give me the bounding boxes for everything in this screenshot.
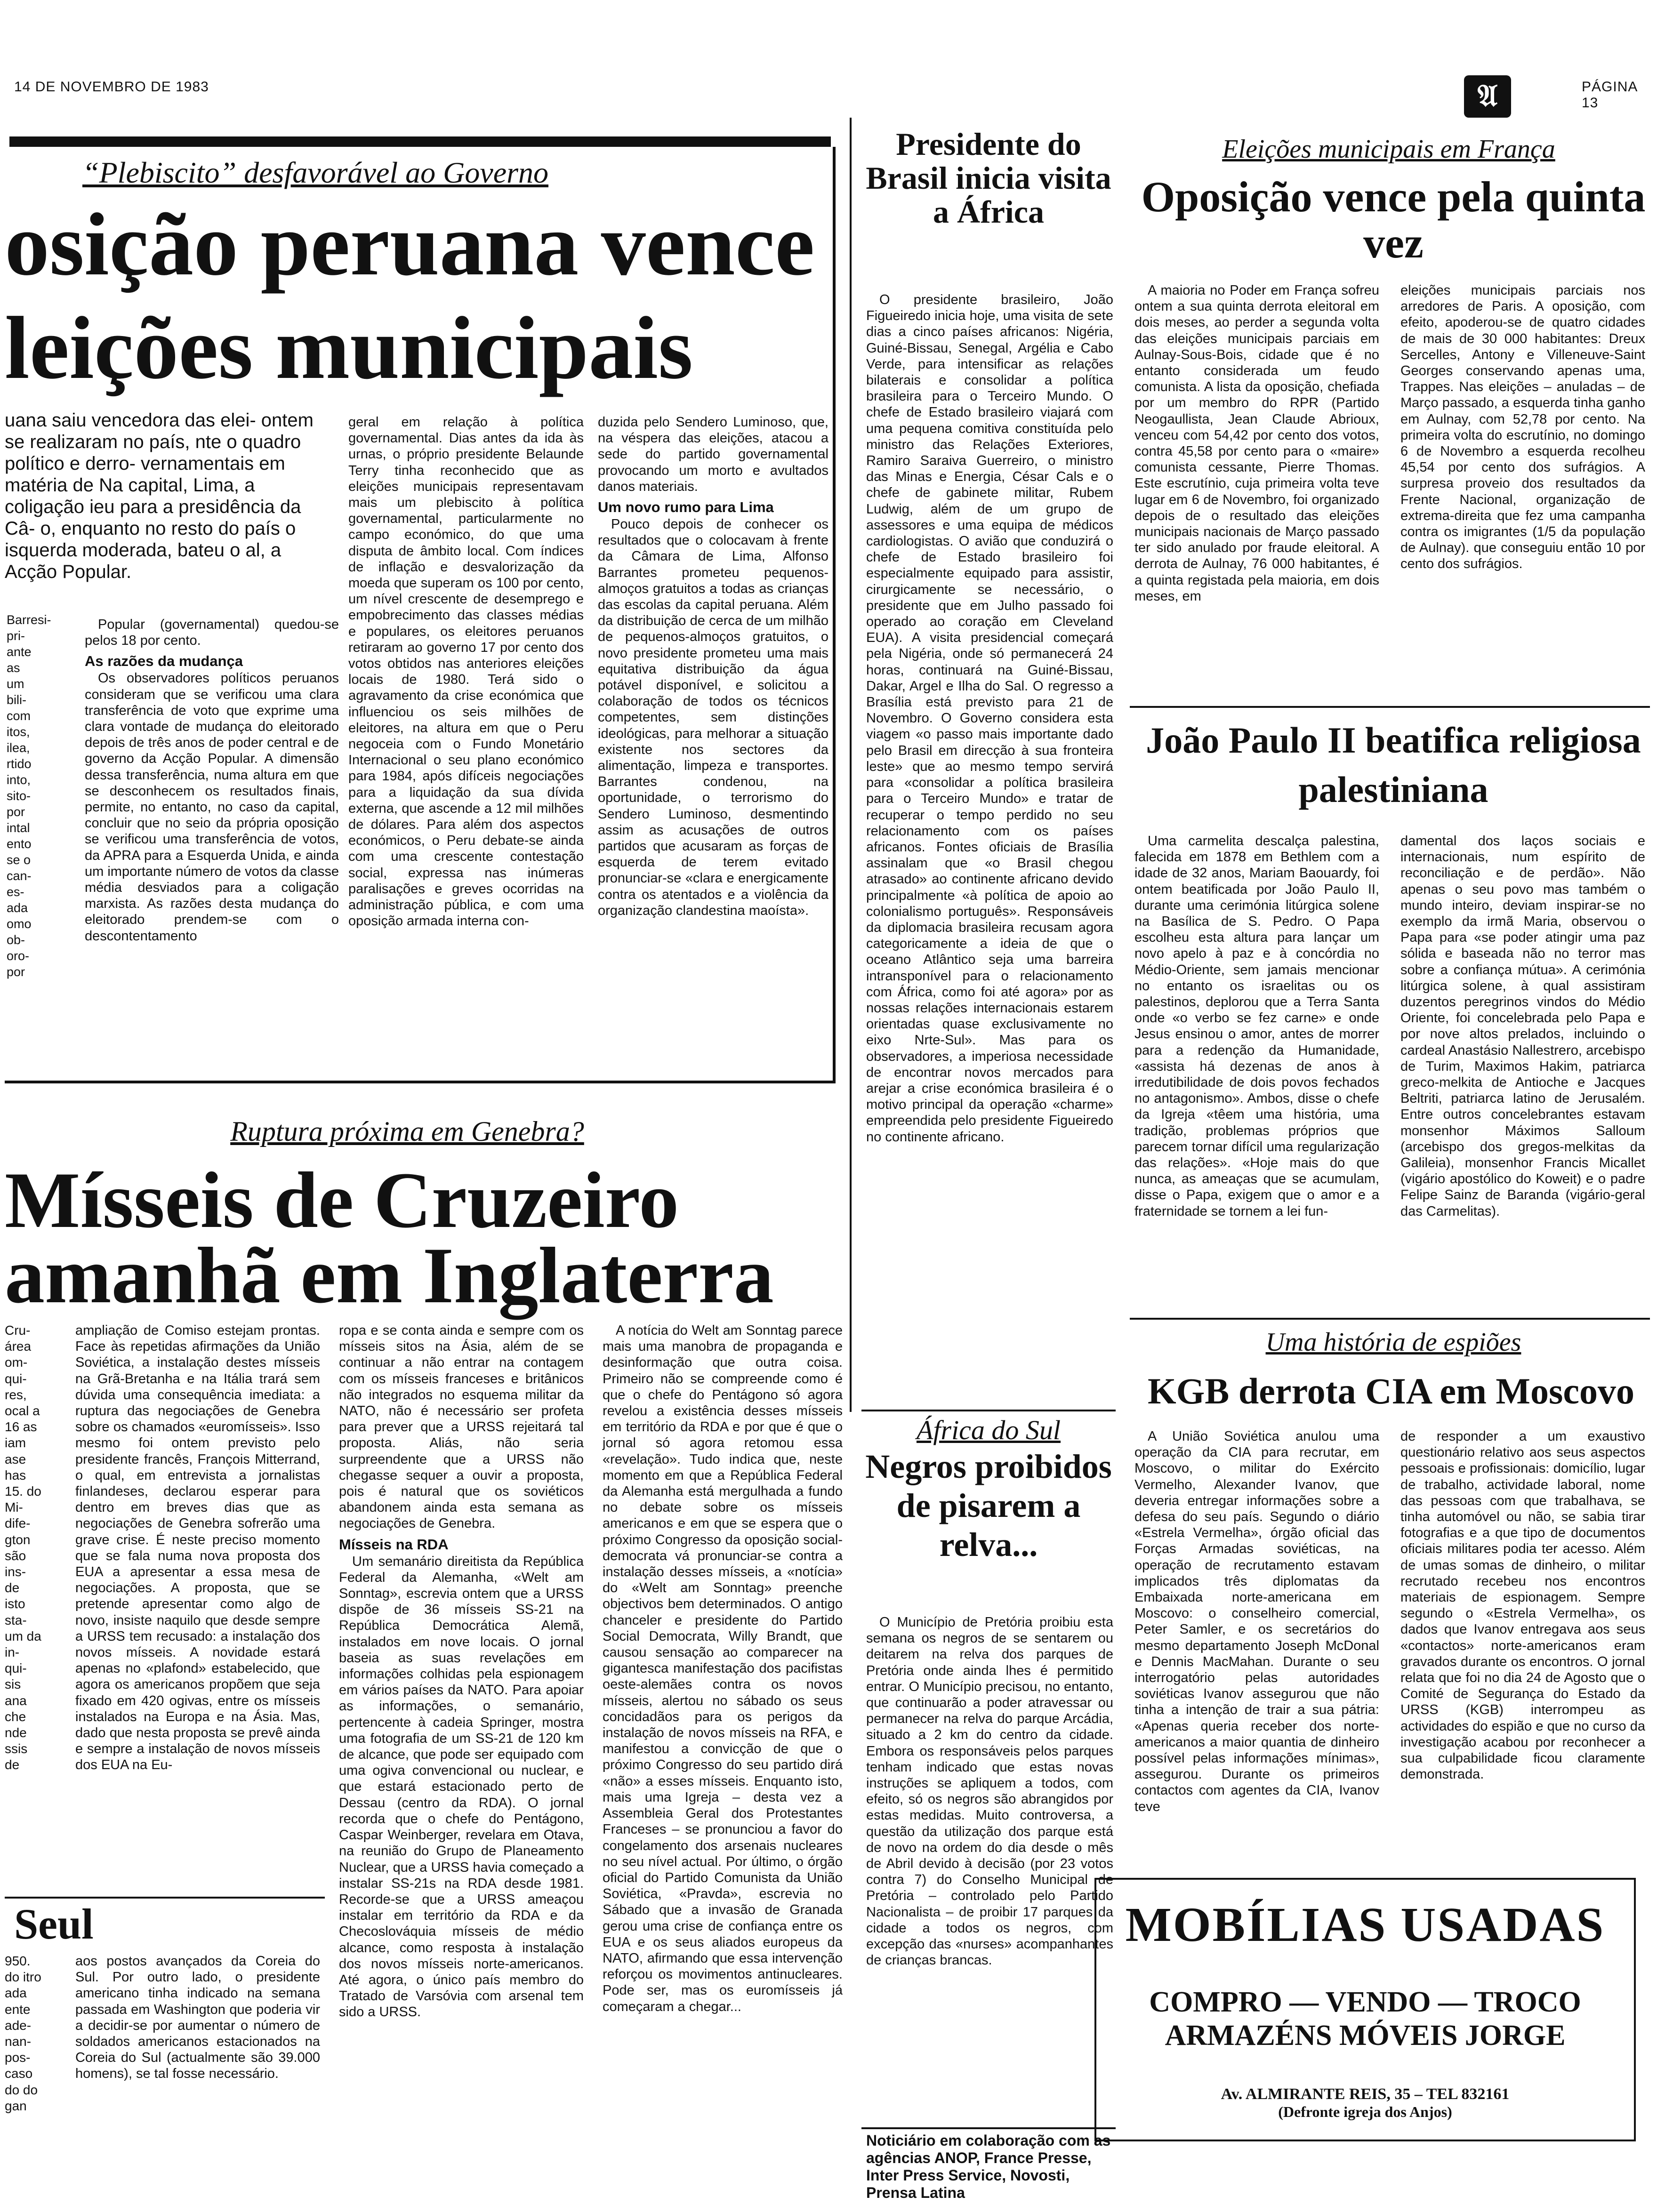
ad-address: Av. ALMIRANTE REIS, 35 – TEL 832161 <box>1221 2085 1510 2103</box>
misseis-column-b-text-2: Um semanário direitista da República Federal da Alemanha, «Welt am Sonntag», escrevia ontem que a URSS dispõe de 36 mísseis SS-21 na República Democrática Alemã, instalados em nove locais. O jornal baseia as suas revelações em informações colhidas pela espionagem em vários países da NATO. Para apoiar as informações, o semanário, pertencente à cadeia Springer, mostra uma fotografia de um SS-21 de 120 km de alcance, que pode ser equipado com uma ogiva convencional ou nuclear, e que estará estacionado perto de Dessau (centro da RDA). O jornal recorda que o chefe do Pentágono, Caspar Weinberger, revelara em Otava, na reunião do Grupo de Planeamento Nuclear, que a URSS havia começado a instalar SS-21s na RDA desde 1981. Recorde-se que a URSS ameaçou instalar em território da RDA e da Checoslováquia mísseis de médio alcance, como resposta à instalação dos novos mísseis norte-americanos. Até agora, o único país membro do Tratado de Varsóvia com arsenal tem sido a URSS. <box>339 1554 584 2020</box>
peru-column-b-text: geral em relação à política governamental. Dias antes da ida às urnas, o próprio presidente Belaunde Terry tinha reconhecido que as eleições municipais representavam mais um plebiscito à política governamental, particularmente no campo económico, do que uma disputa de âmbito local. Com índices de inflação e desvalorização da moeda que superam os 100 por cento, um nível crescente de desemprego e empobrecimento das classes médias e populares, os eleitores peruanos retiraram ao governo 17 por cento dos votos obtidos nas anteriores eleições locais de 1980. Terá sido o agravamento da crise económica que influenciou os seis milhões de eleitores, na altura em que o Peru negoceia com o Fundo Monetário Internacional o seu plano económico para 1984, após difíceis negociações para a liquidação da sua dívida externa, que ascende a 12 mil milhões de dólares. Para além dos aspectos económicos, o Peru debate-se ainda com uma crescente contestação social, expressa nas inúmeras paralisações e greves ocorridas na administração pública, e com uma oposição armada interna con- <box>348 415 584 929</box>
misseis-column-a <box>75 1322 320 1892</box>
papa-headline: João Paulo II beatifica religiosa palestiniana <box>1146 720 1641 810</box>
peru-column-a <box>85 617 339 1064</box>
misseis-headline-1: Mísseis de Cruzeiro <box>5 1156 679 1244</box>
top-rule <box>9 136 831 147</box>
papa-column-a-text: Uma carmelita descalça palestina, falecida em 1878 em Bethlem com a idade de 32 anos, Mariam Baouardy, foi ontem beatificada por João Paulo II, durante uma cerimónia litúrgica solene na Basílica de S. Pedro. O Papa escolheu esta altura para lançar um novo apelo à paz e à concórdia no Médio-Oriente, sem jamais mencionar no entanto os israelitas ou os palestinos, deplorou que a Terra Santa onde «o verbo se fez carne» e onde Jesus ensinou o amor, antes de morrer para a redenção da Humanidade, «assista há dezenas de anos à irredutibilidade de dois povos fechados no antagonismo». Ambos, disse o chefe da Igreja «têem uma história, uma tradição, problemas próprios que parecem tornar difícil uma regularização das relações». «Hoje mais do que nunca, as ameaças que se acumulam, disse o Papa, exigem que o amor e a fraternidade se tornem a lei fun- <box>1134 834 1379 1219</box>
section-rule <box>861 2127 1116 2129</box>
africa-sul-body <box>866 1614 1113 2123</box>
column-divider <box>850 118 852 1412</box>
seul-text: aos postos avançados da Coreia do Sul. Por outro lado, o presidente americano tinha indicado na semana passada em Washington que poderia vir a decidir-se por aumentar o número de soldados americanos estacionados na Coreia do Sul (actualmente são 39.000 homens), se tal fosse necessário. <box>75 1954 320 2082</box>
misseis-headline-2: amanhã em Inglaterra <box>5 1231 774 1320</box>
newspaper-logo-icon: 𝔄 <box>1464 75 1511 118</box>
ad-line-2: ARMAZÉNS MÓVEIS JORGE <box>1165 2020 1566 2052</box>
franca-column-a <box>1134 282 1379 701</box>
kgb-column-a <box>1134 1428 1379 1866</box>
franca-kicker: Eleições municipais em França <box>1222 135 1555 164</box>
kgb-kicker: Uma história de espiões <box>1265 1328 1521 1357</box>
seul-column <box>75 1953 320 2203</box>
kgb-column-b <box>1400 1428 1645 1866</box>
peru-column-b <box>348 414 584 1064</box>
papa-column-a <box>1134 833 1379 1308</box>
seul-clipped-column: 950. do itro ada ente ade- nan- pos- caso do do gan <box>5 1954 41 2113</box>
misseis-column-b <box>339 1322 584 2207</box>
brasil-body <box>866 292 1113 1405</box>
franca-headline: Oposição vence pela quinta vez <box>1141 173 1646 267</box>
franca-column-b <box>1400 282 1645 701</box>
papa-column-b-text: damental dos laços sociais e internacionais, num espírito de reconciliação e de perdão». Não apenas o seu povo mas também o mundo inteiro, deviam inspirar-se no exemplo da irmã Maria, observou o Papa para «se poder atingir uma paz sólida e baseada não no terror mas sobre a confiança mútua». A cerimónia litúrgica solene, à qual assistiram duzentos peregrinos vindos do Médio Oriente, foi concelebrada pelo Papa e por nove altos prelados, incluindo o cardeal Anastásio Nallestrero, arcebispo de Turim, Maximos Hakim, patriarca greco-melkita de Antioche e Jacques Beltriti, patriarca latino de Jerusalém. Entre outros concelebrantes estavam monsenhor Máximos Salloum (arcebispo dos gregos-melkitas da Galileia), monsenhor Francis Micallet (vigário apostólico do Koweit) e o padre Felipe Sainz de Baranda (vigário-geral das Carmelitas). <box>1400 834 1645 1219</box>
peru-column-a-text: Popular (governamental) quedou-se pelos 18 por cento. <box>85 617 339 649</box>
misseis-subhead-rda: Mísseis na RDA <box>339 1536 449 1553</box>
agency-credits: Noticiário em colaboração com as agências ANOP, France Presse, Inter Press Service, Novosti, Prensa Latina <box>866 2132 1111 2201</box>
peru-clipped-column: Barresi- pri- ante as um bili- com itos, ilea, rtido into, sito- por intal ento se o can- es- ada omo ob- oro- por <box>7 613 51 979</box>
peru-subhead-razoes: As razões da mudança <box>85 653 243 670</box>
misseis-column-c-text: A notícia do Welt am Sonntag parece mais uma manobra de propaganda e desinformação que outra coisa. Primeiro não se compreende como é que o chefe do Pentágono só agora revelou a existência desses mísseis em território da RDA e por que é que o jornal só agora retomou essa «revelação». Tudo indica que, neste momento em que a República Federal da Alemanha está mergulhada a fundo no debate sobre os mísseis americanos e em que se espera que o próximo Congresso da oposição social-democrata vá pronunciar-se contra a instalação desses mísseis, a «notícia» do «Welt am Sonntag» preenche objectivos bem determinados. O antigo chanceler e presidente do Partido Social Democrata, Willy Brandt, que causou sensação ao comparecer na gigantesca manifestação dos pacifistas oeste-alemães contra os novos mísseis, alertou no sábado os seus concidadãos para os perigos da instalação de novos mísseis na RFA, e manifestou a convicção de que o próximo Congresso do seu partido dirá «não» a esses mísseis. Enquanto isto, mais uma Igreja – desta vez a Assembleia Geral dos Protestantes Franceses – se pronunciou a favor do congelamento dos arsenais nucleares no seu nível actual. Por último, o órgão oficial do Partido Comunista da União Soviética, «Pravda», escrevia no Sábado que a invasão de Granada gerou uma crise de confiança entre os EUA e os seus aliados europeus da NATO, afirmando que essa intervenção reforçou os movimentos antinucleares. Pode ser, mas os euromísseis já começaram a chegar... <box>603 1323 843 2014</box>
brasil-body-text: O presidente brasileiro, João Figueiredo inicia hoje, uma visita de sete dias a cinco países africanos: Nigéria, Guiné-Bissau, Senegal, Argélia e Cabo Verde, para intensificar as relações bilaterais e consolidar a política brasileira para o Terceiro Mundo. O chefe de Estado brasileiro viajará com uma pequena comitiva constituída pelo ministro das Relações Exteriores, Ramiro Saraiva Guerreiro, o ministro das Minas e Energia, César Cals e o chefe de gabinete militar, Rubem Ludwig, além de um grupo de assessores e uma equipa de médicos cardiologistas. O avião que conduzirá o chefe de Estado brasileiro foi especialmente equipado para assistir, cirurgicamente se necessário, o presidente que em Julho passado foi operado ao coração em Cleveland EUA). A visita presidencial começará pela Nigéria, onde só permanecerá 24 horas, continuará na Guiné-Bissau, Dakar, Argel e Ilha do Sal. O regresso a Brasília está previsto para 21 de Novembro. O Governo considera esta viagem «o passo mais importante dado pelo Brasil em direcção à sua fronteira leste» que ao mesmo tempo servirá para «consolidar a política brasileira para o Terceiro Mundo» e tratar de recuperar o tempo perdido no seu relacionamento com os países africanos. Fontes oficiais de Brasília assinalam que «o Brasil chegou atrasado» ao continente africano devido principalmente «à política de apoio ao colonialismo português». Responsáveis da diplomacia brasileira recusam agora categoricamente a ideia de que o oceano Atlântico seja uma barreira intransponível para o relacionamento com África, como foi até agora» por as nossas relações internacionais estarem orientadas quase exclusivamente no eixo Nrte-Sul». Mas para os observadores, a imperiosa necessidade de encontrar novos mercados para arejar a crise económica brasileira é o motivo principal da operação «charme» empreendida pelo presidente Figueiredo no continente africano. <box>866 292 1113 1145</box>
seul-headline: Seul <box>14 1900 94 1948</box>
peru-headline-1: osição peruana vence <box>5 195 815 294</box>
kgb-headline: KGB derrota CIA em Moscovo <box>1147 1370 1635 1411</box>
peru-lead: uana saiu vencedora das elei- ontem se realizaram no país, nte o quadro político e derro- vernamentais em matéria de Na capital, Lima, a coligação ieu para a presidência da Câ- o, enquanto no resto do país o isquerda moderada, bateu o al, a Acção Popular. <box>5 410 314 582</box>
section-rule <box>5 1897 325 1899</box>
brasil-headline: Presidente do Brasil inicia visita a África <box>866 126 1111 230</box>
peru-subhead-rumo: Um novo rumo para Lima <box>598 499 774 516</box>
section-rule <box>861 1410 1116 1411</box>
misseis-column-b-text: ropa e se conta ainda e sempre com os mísseis sitos na Ásia, além de se continuar a não entrar na contagem com os mísseis franceses e britânicos não integrados no esquema militar da NATO, não é necessário ser profeta para prever que a URSS rejeitará tal proposta. Aliás, não seria surpreendente que a URSS não chegasse sequer a ouvir a proposta, pois é natural que os soviéticos abandonem ainda esta semana as negociações de Genebra. <box>339 1323 584 1531</box>
peru-column-c-text: duzida pelo Sendero Luminoso, que, na véspera das eleições, atacou a sede do partido governamental provocando um morto e avultados danos materiais. <box>598 415 828 494</box>
ad-note: (Defronte igreja dos Anjos) <box>1278 2103 1452 2120</box>
peru-column-a-text-2: Os observadores políticos peruanos consideram que se verificou uma clara transferência de voto que exprime uma clara vontade de mudança do eleitorado depois de três anos de poder central e de governo da Acção Popular. A dimensão dessa transferência, numa altura em que se desconhecem os resultados finais, permite, no entanto, no caso da capital, concluir que no seio da própria oposição se verificou uma transferência de votos, da APRA para a Esquerda Unida, e ainda um importante número de votos da classe média desviados para a coligação marxista. As razões desta mudança do eleitorado prendem-se com o descontentamento <box>85 671 339 944</box>
section-rule <box>1130 706 1650 708</box>
africa-sul-kicker: África do Sul <box>916 1415 1061 1445</box>
kgb-column-a-text: A União Soviética anulou uma operação da CIA para recrutar, em Moscovo, o militar do Exército Vermelho, Alexander Ivanov, que deveria entregar informações sobre a defesa do seu país. Segundo o diário «Estrela Vermelha», órgão oficial das Forças Armadas soviéticas, na operação de recrutamento estavam implicados três diplomatas da Embaixada norte-americana em Moscovo: o conselheiro comercial, Peter Samler, e os secretários do mesmo departamento Joseph McDonal e Dennis MacMahan. Durante o seu interrogatório pelas autoridades soviéticas Ivanov assegurou que não tinha a intenção de trair a sua pátria: «Apenas queria receber dos norte-americanos a maior quantia de dinheiro possível pelas informações mínimas», assegurou. Durante os primeiros contactos com agentes da CIA, Ivanov teve <box>1134 1429 1379 1814</box>
africa-sul-headline: Negros proibidos de pisarem a relva... <box>865 1448 1112 1563</box>
peru-column-c <box>598 414 828 1064</box>
section-rule <box>1130 1318 1650 1320</box>
ad-title: MOBÍLIAS USADAS <box>1125 1898 1605 1952</box>
franca-column-b-text: eleições municipais parciais nos arredores de Paris. A oposição, com efeito, apoderou-se de quatro cidades de mais de 30 000 habitantes: Dreux Sercelles, Antony e Villeneuve-Saint Georges conservando apenas uma, Trappes. Nas eleições – anuladas – de Março passado, a esquerda tinha ganho em Aulnay, com 52,78 por cento. Na primeira volta do escrutínio, no domingo 6 de Novembro a esquerda recolheu 45,54 por cento dos sufrágios. A surpresa proveio dos resultados da Frente Nacional, organização de extrema-direita que fez uma campanha contra os imigrantes (1/5 da população de Aulnay). que conseguiu então 10 por cento dos sufrágios. <box>1400 283 1645 572</box>
misseis-column-a-text: ampliação de Comiso estejam prontas. Face às repetidas afirmações da União Soviética, a instalação destes mísseis na Grã-Bretanha e na Itália trará sem dúvida uma consequência imediata: a ruptura das negociações de Genebra sobre os chamados «euromísseis». Isso mesmo foi ontem previsto pelo presidente francês, François Mitterrand, o qual, em entrevista a jornalistas finlandeses, declarou esperar para dentro em breves dias que as negociações de Genebra sofrerão uma grave crise. É neste preciso momento que se fala numa nova proposta dos EUA a apresentar a essa mesa de negociações. A proposta, que se pretende apresentar como algo de novo, insiste naquilo que desde sempre a URSS tem recusado: a instalação dos novos mísseis. A novidade estará apenas no «plafond» estabelecido, que agora os americanos propõem que seja fixado em 420 ogivas, entre os mísseis instalados na Europa e na Ásia. Mas, dado que nesta proposta se prevê ainda e sempre a instalação de novos mísseis dos EUA na Eu- <box>75 1323 320 1773</box>
peru-kicker: “Plebiscito” desfavorável ao Governo <box>82 156 549 189</box>
page-number: PÁGINA 13 <box>1582 79 1637 111</box>
misseis-column-c <box>603 1322 843 2207</box>
ad-line-1: COMPRO — VENDO — TROCO <box>1149 1986 1581 2018</box>
issue-date: 14 DE NOVEMBRO DE 1983 <box>14 79 209 95</box>
kgb-column-b-text: de responder a um exaustivo questionário relativo aos seus aspectos pessoais e profissionais: domicílio, lugar de trabalho, actividade laboral, nome das pessoas com que trabalhava, se tinha automóvel ou não, se sabia tirar fotografias e a que tipo de documentos oficiais militares podia ter acesso. Além de umas somas de dinheiro, o militar recrutado recebeu nos encontros materiais de espionagem. Sempre segundo o «Estrela Vermelha», os dados que Ivanov entregava aos seus «contactos» norte-americanos eram gravados durante os encontros. O jornal relata que foi no dia 24 de Agosto que o Comité de Segurança do Estado da URSS (KGB) interrompeu as actividades do espião e que no curso da investigação acabou por reconhecer a sua culpabilidade ficou claramente demonstrada. <box>1400 1429 1645 1782</box>
peru-column-c-text-2: Pouco depois de conhecer os resultados que o colocavam à frente da Câmara de Lima, Alfonso Barrantes prometeu pequenos-almoços gratuitos a todas as crianças das escolas da capital peruana. Além da distribuição de cerca de um milhão de pequenos-almoços gratuitos, o novo presidente prometeu uma mais equitativa distribuição da água potável disponível, e solicitou a colaboração de todos os técnicos competentes, sem distinções ideológicas, para melhorar a situação existente nos sectores da alimentação, limpeza e transportes. Barrantes condenou, na oportunidade, o terrorismo do Sendero Luminoso, desmentindo assim as acusações de outros partidos que acusaram as forças de esquerda de terem evitado pronunciar-se «clara e energicamente contra os atentados e a violência da organização clandestina maoísta». <box>598 517 828 918</box>
franca-column-a-text: A maioria no Poder em França sofreu ontem a sua quinta derrota eleitoral em dois meses, ao perder a segunda volta das eleições municipais parciais em Aulnay-Sous-Bois, cidade que é no entanto considerada um feudo comunista. A lista da oposição, chefiada por um membro do RPR (Partido Neogaullista, Jean Claude Abrioux, venceu com 54,42 por cento dos votos, contra 45,58 por cento para o «maire» comunista cessante, Pierre Thomas. Este escrutínio, cuja primeira volta teve lugar em 6 de Novembro, foi organizado depois de o resultado das eleições municipais nacionais de Março passado ter sido anulado por fraude eleitoral. A derrota de Aulnay, 76 000 habitantes, é a quinta registada pela maioria, em dois meses, em <box>1134 283 1379 604</box>
africa-sul-text: O Município de Pretória proibiu esta semana os negros de se sentarem ou deitarem na relva dos parques de Pretória onde ainda lhes é permitido entrar. O Município precisou, no entanto, que continuarão a poder atravessar ou permanecer na relva do parque Arcádia, situado a 2 km do centro da cidade. Embora os responsáveis pelos parques tenham indicado que estas novas instruções se apliquem a todos, com efeito, só os negros são abrangidos por estas medidas. Muito controversa, a questão da utilização dos parque está de novo na ordem do dia desde o mês de Abril devido à decisão (por 23 votos contra 7) do Conselho Municipal de Pretória – controlado pelo Partido Nacionalista – de proibir 17 parques da cidade a todos os negros, com excepção das «nurses» acompanhantes de crianças brancas. <box>866 1615 1113 1968</box>
misseis-kicker: Ruptura próxima em Genebra? <box>230 1116 584 1147</box>
papa-column-b <box>1400 833 1645 1308</box>
peru-headline-2: leições municipais <box>5 299 693 398</box>
mobilias-advertisement <box>1094 1878 1636 2141</box>
misseis-clipped-column: Cru- área om- qui- res, ocal a 16 as iam ase has 15. do Mi- dife- gton são ins- de isto sta- um da in- qui- sis ana che nde ssis de <box>5 1323 41 1772</box>
